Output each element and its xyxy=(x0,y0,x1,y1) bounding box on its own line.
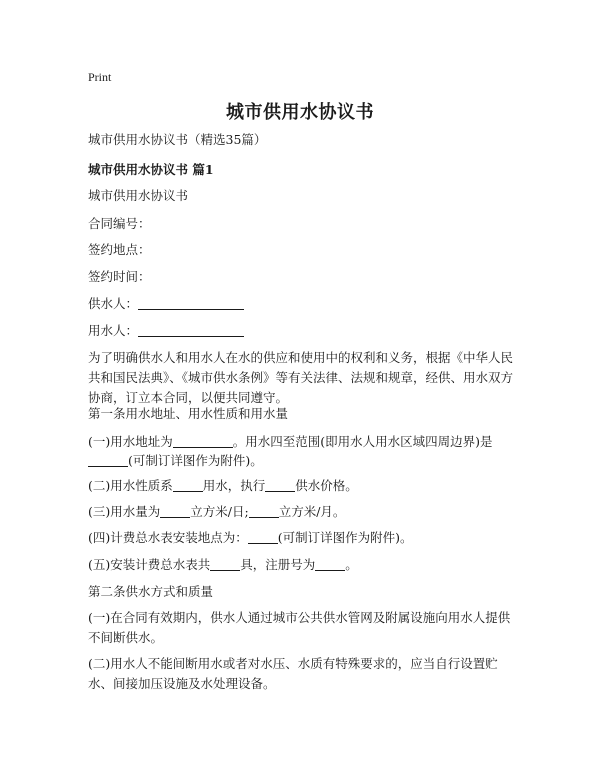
registration-blank xyxy=(315,557,345,571)
contract-number-field: 合同编号： xyxy=(88,216,151,231)
supplier-field xyxy=(88,294,528,314)
doc-name: 城市供用水协议书 xyxy=(88,188,189,203)
meter-location-blank xyxy=(248,530,278,544)
article1-item5 xyxy=(88,555,528,575)
article1-item1-line1 xyxy=(88,432,528,452)
item1-text-c: (可制订详图作为附件)。 xyxy=(128,453,263,468)
monthly-volume-blank xyxy=(249,504,279,518)
subtitle: 城市供用水协议书（精选35篇） xyxy=(88,132,267,147)
article1-heading: 第一条用水地址、用水性质和用水量 xyxy=(88,406,289,421)
item3-text-a: (三)用水量为 xyxy=(88,504,161,519)
item4-text-b: (可制订详图作为附件)。 xyxy=(277,530,413,545)
user-field xyxy=(88,321,528,341)
address-blank xyxy=(173,434,233,448)
item3-text-c: 立方米/月。 xyxy=(278,504,346,519)
item5-text-c: 。 xyxy=(345,557,358,572)
item2-text-c: 供水价格。 xyxy=(295,478,358,493)
article1-item2 xyxy=(88,476,528,496)
user-label: 用水人： xyxy=(88,323,139,338)
article2-item1: (一)在合同有效期内，供水人通过城市公共供水管网及附属设施向用水人提供不间断供水。 xyxy=(88,610,511,645)
article2-item2: (二)用水人不能间断用水或者对水压、水质有特殊要求的，应当自行设置贮水、间接加压设施及水处理设备。 xyxy=(88,656,498,691)
boundary-blank xyxy=(88,453,128,467)
intro-paragraph: 为了明确供水人和用水人在水的供应和使用中的权利和义务，根据《中华人民共和国民法典》、《城市供水条例》等有关法律、法规和规章，经供、用水双方协商，订立本合同，以便共同遵守。 xyxy=(88,350,514,405)
use-type-blank xyxy=(173,478,203,492)
meter-count-blank xyxy=(210,557,240,571)
item1-text-b: 。用水四至范围(即用水人用水区域四周边界)是 xyxy=(232,434,493,449)
article1-item1-line2 xyxy=(88,451,528,471)
item5-text-a: (五)安装计费总水表共 xyxy=(88,557,211,572)
sign-place-field: 签约地点： xyxy=(88,242,151,257)
item1-text-a: (一)用水地址为 xyxy=(88,434,173,449)
print-link[interactable]: Print xyxy=(88,70,112,84)
item4-text-a: (四)计费总水表安装地点为： xyxy=(88,530,248,545)
document-title: 城市供用水协议书 xyxy=(226,102,374,123)
daily-volume-blank xyxy=(160,504,190,518)
item3-text-b: 立方米/日; xyxy=(190,504,249,519)
section-heading: 城市供用水协议书 篇1 xyxy=(88,162,214,177)
supplier-blank xyxy=(138,296,244,310)
price-blank xyxy=(265,478,295,492)
user-blank xyxy=(138,323,244,337)
article1-item3 xyxy=(88,502,528,522)
item5-text-b: 具，注册号为 xyxy=(240,557,316,572)
item2-text-a: (二)用水性质系 xyxy=(88,478,173,493)
sign-time-field: 签约时间： xyxy=(88,269,151,284)
article1-item4 xyxy=(88,528,528,548)
supplier-label: 供水人： xyxy=(88,296,139,311)
article2-heading: 第二条供水方式和质量 xyxy=(88,584,214,599)
item2-text-b: 用水，执行 xyxy=(202,478,266,493)
